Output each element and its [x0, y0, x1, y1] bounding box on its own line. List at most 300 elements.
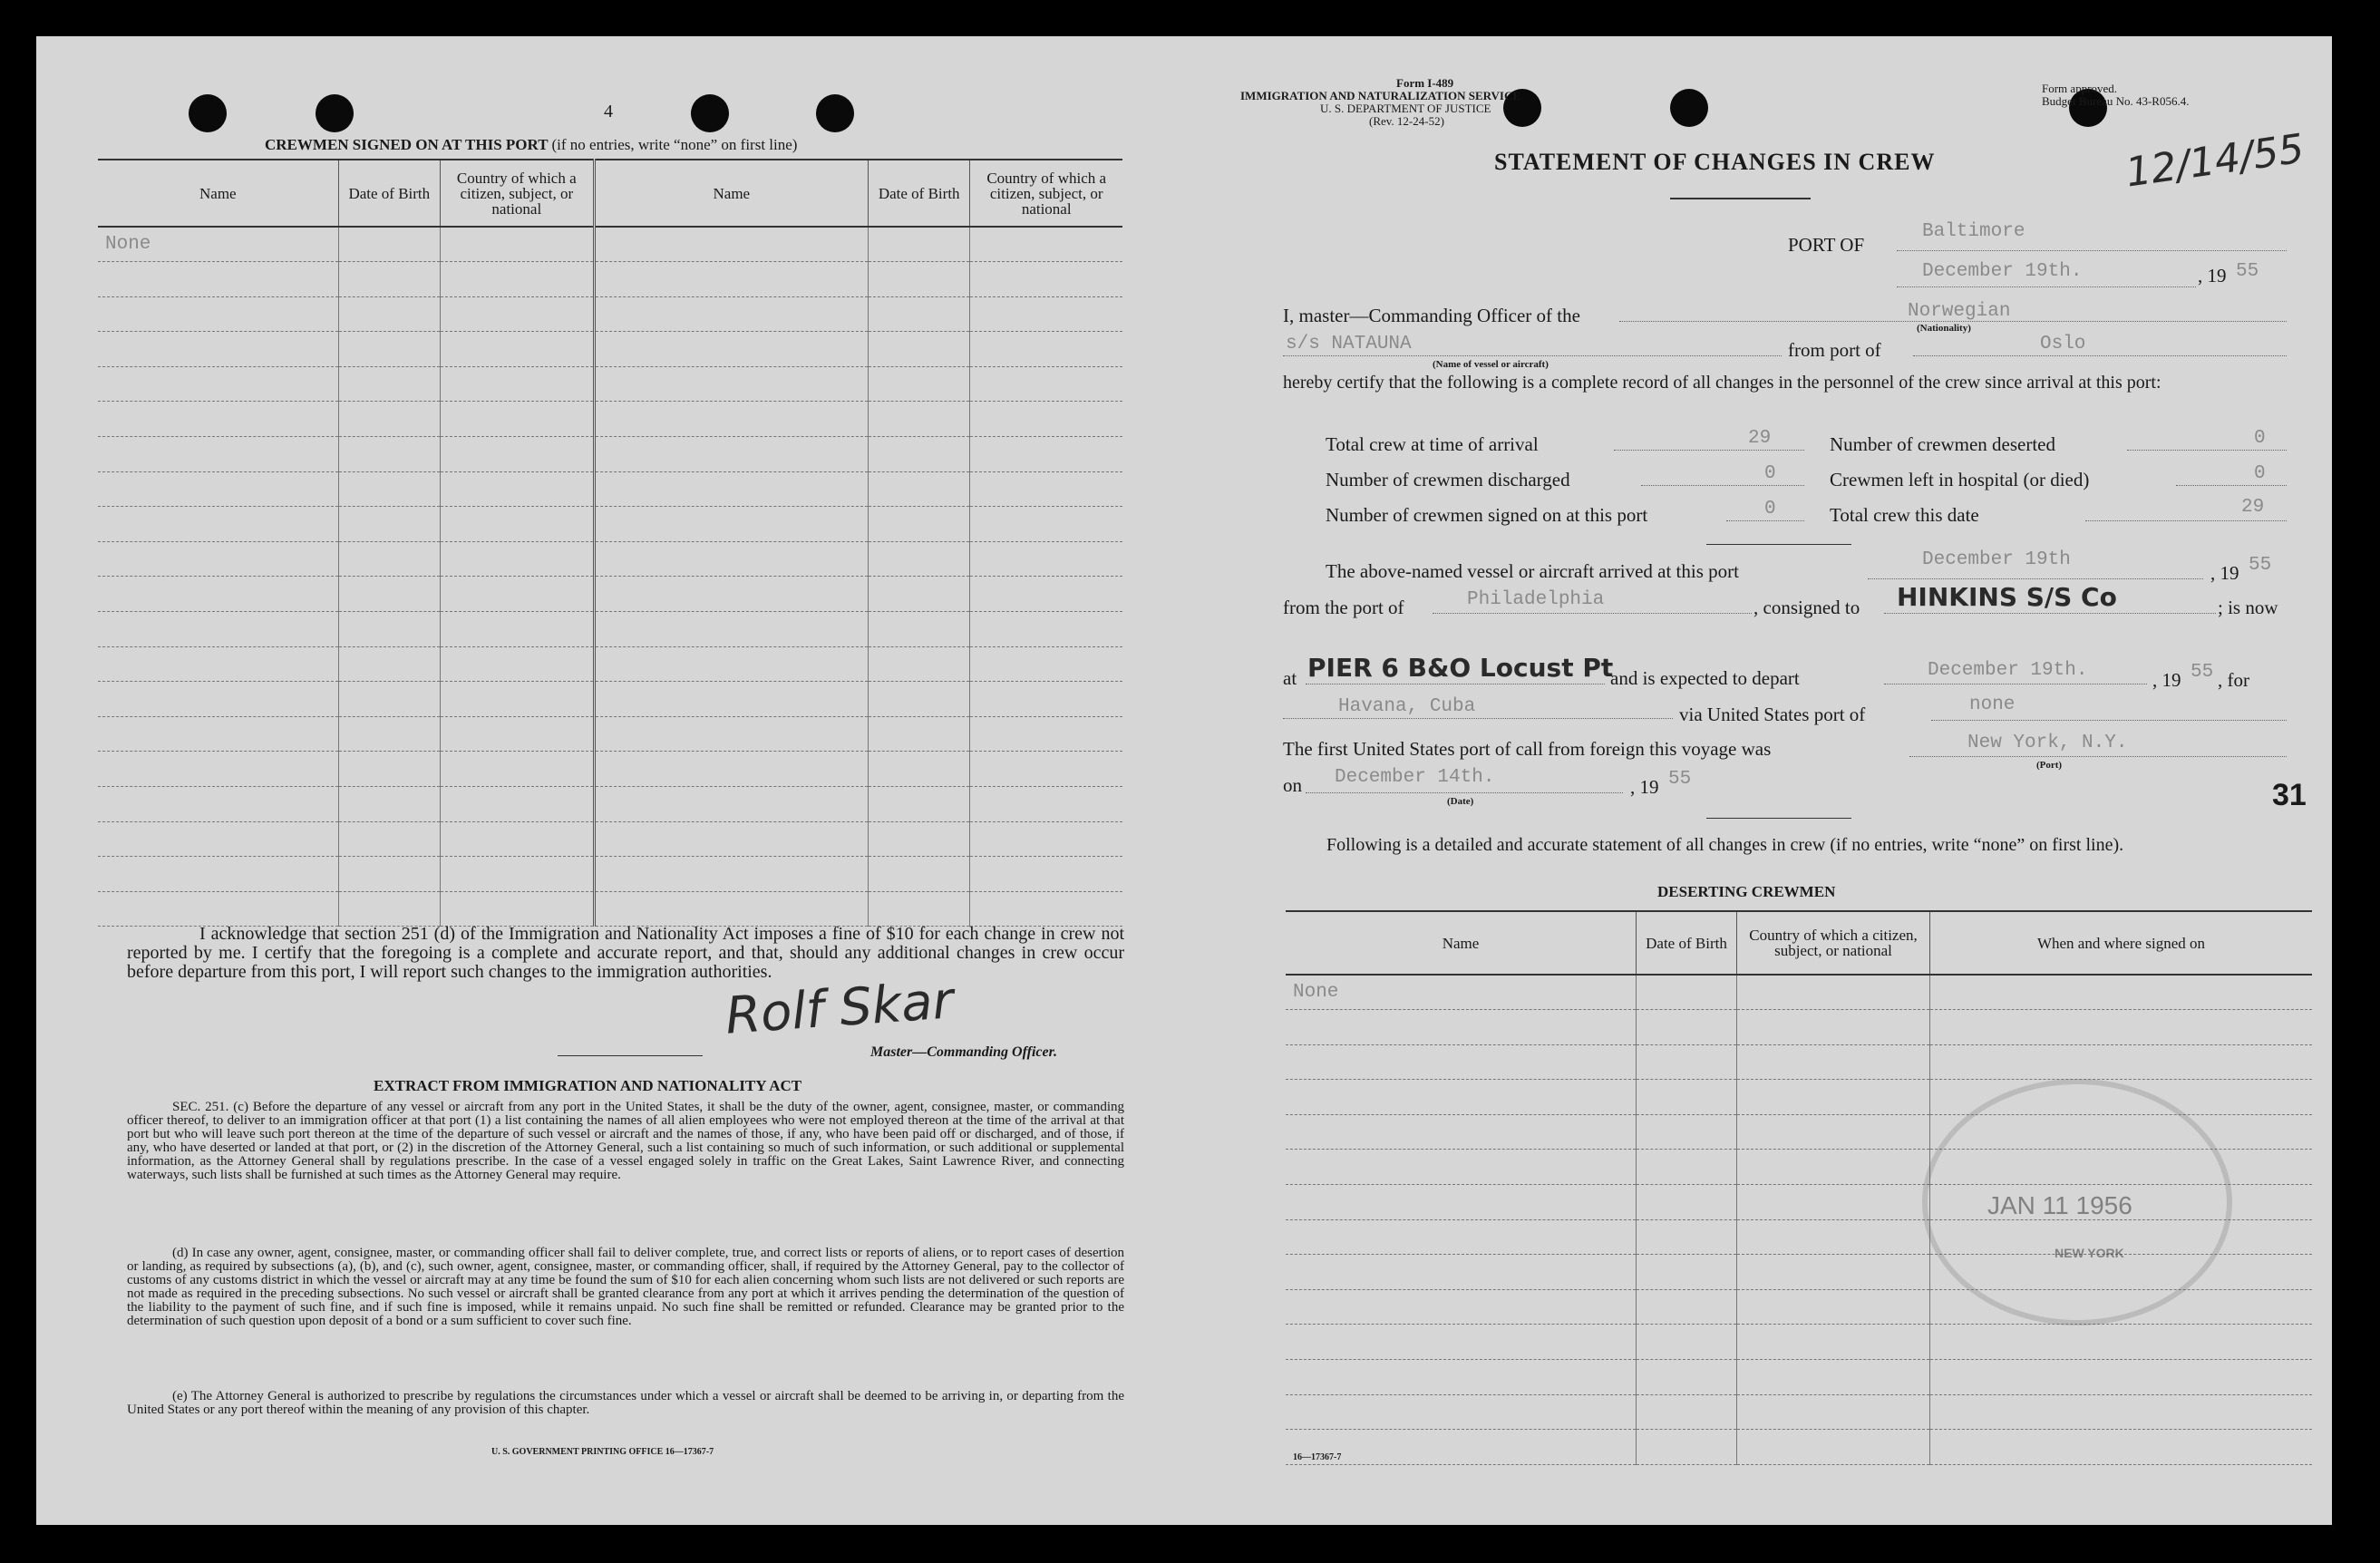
table-row [1286, 1360, 2312, 1395]
table-cell [338, 857, 440, 892]
table-cell [1930, 1394, 2313, 1430]
stat-label: Number of crewmen deserted [1830, 433, 2055, 455]
column-header: Date of Birth [338, 160, 440, 227]
at-label: at [1283, 667, 1297, 689]
table-cell [338, 682, 440, 717]
table-cell [1286, 1255, 1637, 1290]
field-line [1726, 520, 1804, 521]
table-cell [1737, 1044, 1930, 1080]
table-cell [441, 716, 595, 752]
table-cell [98, 541, 338, 577]
date-caption: (Date) [1447, 796, 1474, 807]
table-cell [869, 296, 970, 332]
table-cell [869, 332, 970, 367]
from-the-port-label: from the port of [1283, 597, 1404, 618]
table-cell [98, 716, 338, 752]
column-header: Country of which a citizen, subject, or national [441, 160, 595, 227]
table-cell [869, 227, 970, 262]
table-cell [338, 752, 440, 787]
table-cell [594, 437, 868, 472]
table-cell [441, 541, 595, 577]
from-port-label: from port of [1788, 339, 1881, 361]
table-cell [1286, 1185, 1637, 1220]
table-cell [594, 227, 868, 262]
table-row [98, 716, 1122, 752]
table-cell [869, 891, 970, 927]
table-cell [1737, 975, 1930, 1010]
department-name: U. S. DEPARTMENT OF JUSTICE [1320, 102, 1491, 115]
table-cell [1637, 975, 1737, 1010]
table-cell [970, 821, 1122, 857]
table-cell [970, 402, 1122, 437]
table-cell [1637, 1360, 1737, 1395]
divider [1706, 544, 1851, 545]
form-title: STATEMENT OF CHANGES IN CREW [1494, 149, 1936, 175]
table-cell [441, 366, 595, 402]
table-cell [338, 471, 440, 507]
receiving-stamp [1922, 1079, 2232, 1325]
table-cell [594, 787, 868, 822]
column-header: Date of Birth [869, 160, 970, 227]
table-cell [1637, 1044, 1737, 1080]
table-cell [1637, 1219, 1737, 1255]
arrived-statement: The above-named vessel or aircraft arrived at this port [1326, 560, 1739, 582]
table-cell [594, 366, 868, 402]
table-cell [594, 296, 868, 332]
table-row [1286, 1430, 2312, 1465]
printer-imprint: U. S. GOVERNMENT PRINTING OFFICE 16—17367-7 [491, 1447, 714, 1457]
table-cell [441, 577, 595, 612]
table-cell [594, 332, 868, 367]
stat-label: Total crew at time of arrival [1326, 433, 1539, 455]
stat-label: Total crew this date [1830, 504, 1979, 526]
table-cell [1737, 1080, 1930, 1115]
signed-on-table [98, 159, 1122, 927]
signed-on-heading: CREWMEN SIGNED ON AT THIS PORT (if no entries, write “none” on first line) [265, 136, 798, 153]
table-row [98, 787, 1122, 822]
field-line [1614, 450, 1804, 451]
table-cell [441, 402, 595, 437]
signature-caption: Master—Commanding Officer. [870, 1044, 1057, 1060]
field-line [1931, 720, 2287, 721]
table-cell [594, 262, 868, 297]
field-line [1868, 578, 2203, 579]
depart-date: December 19th. [1928, 660, 2088, 681]
table-cell [1930, 1360, 2313, 1395]
table-cell [1737, 1360, 1930, 1395]
table-cell [441, 612, 595, 647]
agency-name: IMMIGRATION AND NATURALIZATION SERVICE [1240, 89, 1521, 102]
table-cell [98, 507, 338, 542]
table-cell [441, 891, 595, 927]
port-value: Baltimore [1922, 221, 2025, 242]
table-cell [441, 821, 595, 857]
table-row [98, 612, 1122, 647]
stat-value: 0 [1764, 499, 1776, 519]
table-cell [98, 366, 338, 402]
table-cell [1930, 1010, 2313, 1045]
table-cell [441, 787, 595, 822]
table-cell [1286, 1394, 1637, 1430]
report-date: December 19th. [1922, 261, 2083, 282]
is-now-label: ; is now [2218, 597, 2278, 618]
stat-label: Crewmen left in hospital (or died) [1830, 469, 2090, 490]
table-cell [1637, 1114, 1737, 1150]
deserting-title: DESERTING CREWMEN [1657, 883, 1836, 900]
table-cell [970, 682, 1122, 717]
document-sheet [36, 36, 2332, 1525]
punch-hole [189, 94, 227, 132]
table-cell [1930, 975, 2313, 1010]
for-label: , for [2218, 669, 2249, 691]
printer-imprint: 16—17367-7 [1293, 1452, 1342, 1462]
arrived-date: December 19th [1922, 549, 2071, 570]
table-row [98, 437, 1122, 472]
table-cell [970, 752, 1122, 787]
table-cell [98, 296, 338, 332]
first-port-year: 55 [1668, 769, 1692, 790]
extract-section-e: (e) The Attorney General is authorized to prescribe by regulations the circumstances under which a vessel or aircraft shall be deemed to be arriving in, or departing from the United States or any port thereof within the meaning of any provision of this chapter. [127, 1389, 1124, 1417]
table-cell [970, 612, 1122, 647]
table-cell [1930, 1044, 2313, 1080]
arrived-year: 55 [2249, 555, 2272, 576]
table-row [98, 682, 1122, 717]
table-cell [970, 227, 1122, 262]
via-value: none [1969, 694, 2016, 715]
table-cell [594, 507, 868, 542]
budget-number: Budget Bureau No. 43-R056.4. [2042, 94, 2190, 108]
table-cell [1637, 1325, 1737, 1360]
depart-year: 55 [2191, 662, 2214, 683]
table-cell [338, 716, 440, 752]
table-cell [1637, 1185, 1737, 1220]
table-cell [1737, 1430, 1930, 1465]
consigned-label: , consigned to [1753, 597, 1860, 618]
table-cell [869, 612, 970, 647]
acknowledgment-text: I acknowledge that section 251 (d) of the Immigration and Nationality Act imposes a fine of $10 for each change in crew not reported by me. I certify that the foregoing is a complete and accurate report, and that, should any additional changes in crew occur before departure from this port, I will report such changes to the immigration authorities. [127, 924, 1124, 982]
table-cell [441, 682, 595, 717]
table-cell [338, 402, 440, 437]
table-cell [970, 262, 1122, 297]
table-cell [594, 402, 868, 437]
table-row [98, 891, 1122, 927]
table-cell [869, 366, 970, 402]
form-approval: Form approved. [2042, 82, 2118, 95]
table-cell [1737, 1325, 1930, 1360]
punch-hole [816, 94, 854, 132]
table-cell [970, 296, 1122, 332]
stat-value: 0 [2254, 463, 2266, 484]
table-cell [1737, 1010, 1930, 1045]
table-cell [970, 332, 1122, 367]
table-cell [869, 682, 970, 717]
table-row [98, 366, 1122, 402]
nationality-caption: (Nationality) [1917, 323, 1971, 334]
year-prefix: , 19 [2210, 562, 2239, 584]
table-cell [970, 437, 1122, 472]
table-cell [98, 577, 338, 612]
stat-label: Number of crewmen signed on at this port [1326, 504, 1648, 526]
table-cell [869, 646, 970, 682]
table-row [98, 262, 1122, 297]
table-cell [1637, 1010, 1737, 1045]
table-cell [441, 227, 595, 262]
table-cell [1737, 1289, 1930, 1325]
table-cell [970, 716, 1122, 752]
table-cell [98, 227, 338, 262]
table-cell [1637, 1150, 1737, 1185]
table-cell [869, 752, 970, 787]
table-cell [1737, 1255, 1930, 1290]
table-cell [594, 646, 868, 682]
table-row [98, 857, 1122, 892]
table-cell [441, 296, 595, 332]
table-cell [1637, 1394, 1737, 1430]
stat-value: 29 [2241, 497, 2265, 518]
table-cell [1286, 1150, 1637, 1185]
column-header: Country of which a citizen, subject, or national [970, 160, 1122, 227]
table-cell [1637, 1289, 1737, 1325]
pier-location: PIER 6 B&O Locust Pt [1307, 653, 1614, 683]
table-cell [441, 507, 595, 542]
table-cell [98, 332, 338, 367]
stat-value: 29 [1748, 428, 1772, 449]
extract-section-d: (d) In case any owner, agent, consignee, master, or commanding officer shall fail to deliver complete, true, and correct lists or reports of aliens, or to report cases of desertion or landing, as required by subsections (a), (b), and (c), such owner, agent, consignee, master, or commanding officer, shall, if required by the Attorney General, pay to the collector of customs of any customs district in which the vessel or aircraft may at any time be found the sum of $10 for each alien concerning whom such lists are not delivered or such reports are not made as required in the preceding subsections. No such vessel or aircraft shall be granted clearance from any port at which it arrives pending the determination of the question of the liability to the payment of such fine, and if such fine is imposed, while it remains unpaid. No such fine shall be remitted or refunded. Clearance may be granted prior to the determination of such question upon deposit of a bond or a sum sufficient to cover such fine. [127, 1246, 1124, 1328]
table-cell [338, 787, 440, 822]
port-label: PORT OF [1788, 234, 1865, 256]
stat-value: 0 [1764, 463, 1776, 484]
table-cell [338, 891, 440, 927]
from-the-port-value: Philadelphia [1467, 589, 1605, 610]
table-cell [1737, 1185, 1930, 1220]
divider [558, 1055, 703, 1056]
table-cell [441, 437, 595, 472]
table-cell [338, 332, 440, 367]
stamp-date: JAN 11 1956 [1987, 1191, 2132, 1219]
stat-label: Number of crewmen discharged [1326, 469, 1570, 490]
table-cell [1286, 1325, 1637, 1360]
consignee-value: HINKINS S/S Co [1897, 582, 2117, 612]
field-line [1884, 613, 2216, 614]
page-number: 4 [604, 102, 613, 121]
expected-label: and is expected to depart [1610, 667, 1800, 689]
table-row [98, 577, 1122, 612]
table-cell [970, 577, 1122, 612]
column-header: Country of which a citizen, subject, or national [1737, 911, 1930, 975]
table-cell [441, 857, 595, 892]
column-header: Date of Birth [1637, 911, 1737, 975]
table-cell [869, 857, 970, 892]
nationality-value: Norwegian [1908, 301, 2011, 322]
field-line [1283, 718, 1673, 719]
punch-hole [316, 94, 354, 132]
punch-hole [1670, 89, 1708, 127]
table-cell [970, 507, 1122, 542]
table-cell [1737, 1219, 1930, 1255]
table-cell [338, 437, 440, 472]
table-cell [98, 821, 338, 857]
year-prefix: , 19 [2152, 669, 2181, 691]
table-cell [338, 646, 440, 682]
table-cell [98, 262, 338, 297]
first-port-value: New York, N.Y. [1967, 733, 2128, 753]
table-cell [441, 332, 595, 367]
table-cell [970, 471, 1122, 507]
table-cell [869, 262, 970, 297]
table-row [98, 402, 1122, 437]
year-prefix: , 19 [1630, 776, 1659, 798]
table-cell [869, 507, 970, 542]
form-revision: (Rev. 12-24-52) [1369, 114, 1444, 128]
divider [1706, 818, 1851, 819]
field-line [1306, 792, 1623, 793]
via-label: via United States port of [1679, 704, 1866, 725]
table-cell [1286, 1360, 1637, 1395]
column-header: When and where signed on [1930, 911, 2313, 975]
field-line [1433, 613, 1752, 614]
table-row [98, 227, 1122, 262]
first-port-date: December 14th. [1335, 767, 1495, 788]
table-row [98, 332, 1122, 367]
form-number: Form I-489 [1396, 76, 1454, 90]
field-line [2085, 520, 2287, 521]
extract-section-c: SEC. 251. (c) Before the departure of any vessel or aircraft from any port in the United States, it shall be the duty of the owner, agent, consignee, master, or commanding officer thereof, to deliver to an immigration officer at that port (1) a list containing the names of all alien employees who were not employed thereon at the time of the arrival at that port but who will leave such port thereon at the time of the departure of such vessel or aircraft and the names of those, if any, who have been paid off or discharged, and of those, if any, who have deserted or landed at that port, or (2) in the discretion of the Attorney General, such a list containing so much of such information, or such additional or supplemental information, as the Attorney General shall by regulations prescribe. In the case of a vessel engaged solely in traffic on the Great Lakes, Saint Lawrence River, and connecting waterways, such lists shall be furnished at such times as the Attorney General may require. [127, 1100, 1124, 1182]
from-port-value: Oslo [2040, 334, 2086, 354]
field-line [1641, 485, 1804, 486]
table-cell [1286, 1010, 1637, 1045]
table-cell [1737, 1394, 1930, 1430]
table-cell [338, 612, 440, 647]
table-row [1286, 1325, 2312, 1360]
first-port-statement: The first United States port of call from foreign this voyage was [1283, 738, 1772, 760]
table-cell [869, 787, 970, 822]
table-row [98, 507, 1122, 542]
table-cell [98, 437, 338, 472]
column-header: Name [594, 160, 868, 227]
field-line [1897, 286, 2196, 287]
table-cell [338, 227, 440, 262]
destination-value: Havana, Cuba [1338, 696, 1476, 717]
table-cell [1930, 1430, 2313, 1465]
table-cell [869, 716, 970, 752]
table-cell [594, 471, 868, 507]
table-cell [338, 296, 440, 332]
first-entry: None [105, 234, 151, 256]
table-cell [1737, 1114, 1930, 1150]
table-cell [338, 507, 440, 542]
table-cell [1737, 1150, 1930, 1185]
table-cell [1286, 1114, 1637, 1150]
table-cell [1286, 1219, 1637, 1255]
following-statement: Following is a detailed and accurate statement of all changes in crew (if no entries, write “none” on first line). [1326, 835, 2124, 855]
port-caption: (Port) [2036, 760, 2063, 771]
divider [1670, 198, 1811, 199]
vessel-name: s/s NATAUNA [1286, 334, 1412, 354]
column-header: Name [1286, 911, 1637, 975]
table-row [98, 821, 1122, 857]
table-cell [869, 577, 970, 612]
table-cell [594, 682, 868, 717]
table-cell [594, 891, 868, 927]
table-cell [1286, 1289, 1637, 1325]
table-cell [441, 262, 595, 297]
master-statement: I, master—Commanding Officer of the [1283, 305, 1580, 326]
table-cell [594, 752, 868, 787]
table-cell [869, 821, 970, 857]
table-cell [869, 541, 970, 577]
table-cell [338, 541, 440, 577]
table-cell [970, 646, 1122, 682]
table-cell [970, 541, 1122, 577]
table-cell [1930, 1325, 2313, 1360]
field-line [2127, 450, 2287, 451]
table-cell [98, 612, 338, 647]
table-cell [869, 437, 970, 472]
table-row [98, 646, 1122, 682]
field-line [1913, 355, 2287, 356]
table-cell [1637, 1080, 1737, 1115]
vessel-caption: (Name of vessel or aircraft) [1433, 359, 1549, 370]
table-row [98, 541, 1122, 577]
table-cell [1637, 1430, 1737, 1465]
table-row [1286, 1044, 2312, 1080]
page-mark: 31 [2272, 778, 2307, 812]
field-line [2176, 485, 2287, 486]
table-cell [594, 577, 868, 612]
table-cell [594, 716, 868, 752]
table-row [98, 296, 1122, 332]
stat-value: 0 [2254, 428, 2266, 449]
field-line [1897, 250, 2287, 251]
table-cell [338, 366, 440, 402]
table-cell [1286, 1044, 1637, 1080]
table-cell [98, 646, 338, 682]
first-entry: None [1293, 982, 1339, 1004]
table-cell [594, 821, 868, 857]
table-cell [970, 787, 1122, 822]
column-header: Name [98, 160, 338, 227]
punch-hole [691, 94, 729, 132]
table-cell [441, 471, 595, 507]
master-signature: Rolf Skar [724, 971, 956, 1046]
table-cell [970, 857, 1122, 892]
table-cell [869, 471, 970, 507]
year-prefix: , 19 [2198, 265, 2227, 286]
table-row [98, 471, 1122, 507]
table-cell [441, 646, 595, 682]
table-cell [98, 471, 338, 507]
table-row [1286, 1394, 2312, 1430]
table-cell [98, 787, 338, 822]
extract-title: EXTRACT FROM IMMIGRATION AND NATIONALITY ACT [374, 1077, 802, 1094]
table-cell [1286, 975, 1637, 1010]
table-cell [970, 366, 1122, 402]
table-cell [441, 752, 595, 787]
table-cell [869, 402, 970, 437]
table-cell [970, 891, 1122, 927]
table-cell [594, 857, 868, 892]
field-line [1909, 756, 2287, 757]
handwritten-date: 12/14/55 [2123, 125, 2307, 197]
table-cell [1637, 1255, 1737, 1290]
table-cell [98, 891, 338, 927]
table-cell [98, 402, 338, 437]
table-cell [1286, 1080, 1637, 1115]
table-row [1286, 1010, 2312, 1045]
on-label: on [1283, 774, 1302, 796]
field-line [1283, 355, 1782, 356]
table-cell [98, 752, 338, 787]
